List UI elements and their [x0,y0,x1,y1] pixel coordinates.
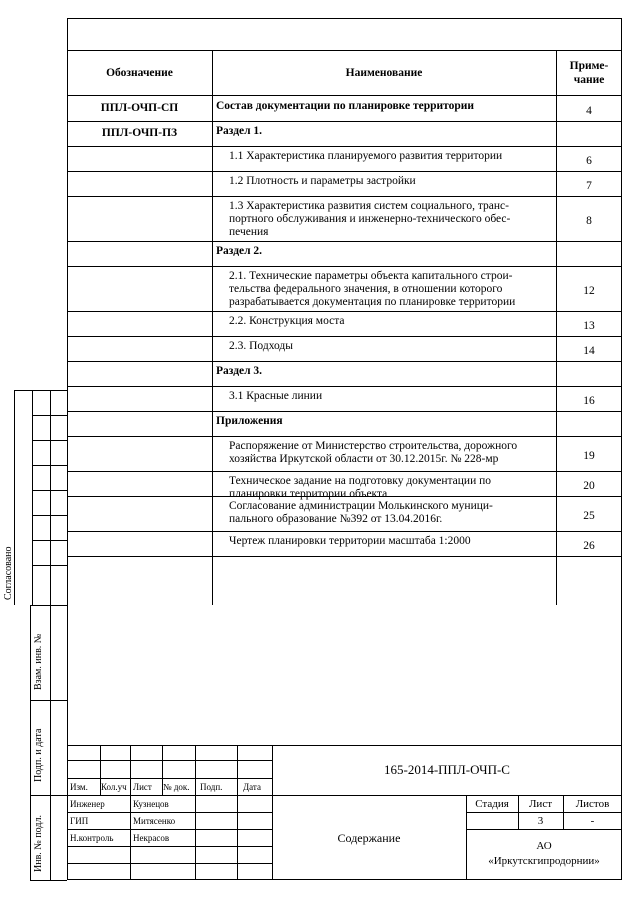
row-line [67,196,622,197]
row-name: портного обслуживания и инженерно-технического обес- [229,213,511,225]
stamp-mid-line [67,795,622,796]
side-block-line [30,700,67,701]
row-name: 1.2 Плотность и параметры застройки [229,175,416,187]
stamp-row-line [67,760,272,761]
stamp-org-2: «Иркутскгипродорнии» [488,855,600,867]
header-designation: Обозначение [106,67,173,79]
side-line [32,415,67,416]
header-name: Наименование [345,67,423,79]
row-name: 2.3. Подходы [229,340,294,352]
stamp-name-1: Кузнецов [133,799,169,809]
side-line [32,565,67,566]
row-name: 1.3 Характеристика развития систем социального, транс- [229,200,509,212]
row-line [67,361,622,362]
row-name: планировки территории объекта [229,488,388,500]
row-name: печения [229,226,269,238]
row-page: 13 [583,320,595,332]
header-note-1: Приме- [569,60,609,72]
row-line [67,411,622,412]
side-vzam-inv: Взам. инв. № [33,633,44,690]
row-line [67,266,622,267]
stamp-col-izm: Изм. [70,782,88,792]
row-page: 8 [586,215,592,227]
header-bottom-line [67,95,622,96]
stamp-role-2: ГИП [70,816,89,826]
row-line [67,336,622,337]
row-page: 12 [583,285,595,297]
side-line [32,515,67,516]
stamp-row-line [67,829,272,830]
row-line [67,146,622,147]
row-page: 6 [586,155,592,167]
row-name: Техническое задание на подготовку документации по [229,475,492,487]
side-podp-data: Подп. и дата [33,728,44,782]
row-line [67,531,622,532]
row-name: разрабатывается документация по планировке территории [229,296,516,308]
stamp-org-1: АО [536,840,552,852]
stamp-right-line [466,812,622,813]
row-line [67,436,622,437]
row-name: пального образование №392 от 13.04.2016г. [229,513,443,525]
stamp-col-ndok: № док. [163,782,190,792]
row-name: 2.2. Конструкция моста [229,315,345,327]
row-page: 19 [583,450,595,462]
side-block-left [30,605,31,880]
row-code: ППЛ-ОЧП-ПЗ [101,127,178,139]
side-block-top [30,605,67,606]
row-name: Приложения [216,415,283,427]
stamp-title: Содержание [337,831,401,845]
row-page: 20 [583,480,595,492]
row-line [67,241,622,242]
row-page: 14 [583,345,595,357]
stamp-sheet-label: Лист [528,798,553,810]
stamp-col-podp: Подп. [200,782,223,792]
stamp-role-1: Инженер [70,799,105,809]
row-page: 4 [586,105,592,117]
header-note-2: чание [573,74,605,86]
row-page: 25 [583,510,595,522]
side-block-bottom [30,880,67,881]
side-strip-line-b [32,390,33,605]
row-name: Раздел 2. [216,245,263,257]
stamp-row-line [67,812,272,813]
stamp-role-3: Н.контроль [70,833,114,843]
row-name: Согласование администрации Молькинского муници- [229,500,493,512]
stamp-name-3: Некрасов [133,833,170,843]
stamp-doc-code: 165-2014-ППЛ-ОЧП-С [384,762,510,777]
stamp-stage-label: Стадия [475,798,509,810]
row-name: Состав документации по планировке территории [216,100,475,112]
row-line [67,556,622,557]
stamp-col-koluch: Кол.уч [101,782,127,792]
stamp-col-list: Лист [133,782,152,792]
stamp-col [130,745,131,880]
stamp-col-data: Дата [243,782,261,792]
stamp-col [195,745,196,880]
stamp-name-2: Митясенко [133,816,176,826]
stamp-sheets-label: Листов [575,798,610,810]
side-line [32,440,67,441]
row-name: Распоряжение от Министерство строительства, дорожного [229,440,518,452]
row-name: 3.1 Красные линии [229,390,323,402]
side-inv-podl: Инв. № подл. [33,815,44,872]
side-line [32,540,67,541]
row-name: тельства федерального значения, в отношении которого [229,283,503,295]
side-line [32,490,67,491]
stamp-row-line [67,778,272,779]
row-page: 16 [583,395,595,407]
stamp-right-line [466,829,622,830]
stamp-row-line [67,846,272,847]
top-strip-line [67,50,622,51]
side-top-line [14,390,67,391]
stamp-sheets-value: - [590,815,595,827]
side-strip-line-a [14,390,15,605]
row-page: 26 [583,540,595,552]
side-line [32,465,67,466]
col-divider-1 [212,50,213,605]
row-line [67,386,622,387]
stamp-row-line [67,863,272,864]
side-agreed: Согласовано [3,546,14,600]
row-line [67,171,622,172]
row-name: 1.1 Характеристика планируемого развития территории [229,150,503,162]
stamp-sheet-value: 3 [537,815,544,827]
side-block-mid [50,605,51,880]
row-name: хозяйства Иркутской области от 30.12.2015г. № 228-мр [229,453,499,465]
row-page: 7 [586,180,592,192]
side-strip-line-c [50,390,51,605]
row-name: 2.1. Технические параметры объекта капитального строи- [229,270,513,282]
stamp-top-line [67,745,622,746]
row-line [67,121,622,122]
row-name: Раздел 1. [216,125,263,137]
row-name: Чертеж планировки территории масштаба 1:2000 [229,535,471,547]
row-line [67,471,622,472]
row-line [67,311,622,312]
row-name: Раздел 3. [216,365,263,377]
side-block-line [30,795,67,796]
row-code: ППЛ-ОЧП-СП [100,102,179,114]
stamp-col [237,745,238,880]
